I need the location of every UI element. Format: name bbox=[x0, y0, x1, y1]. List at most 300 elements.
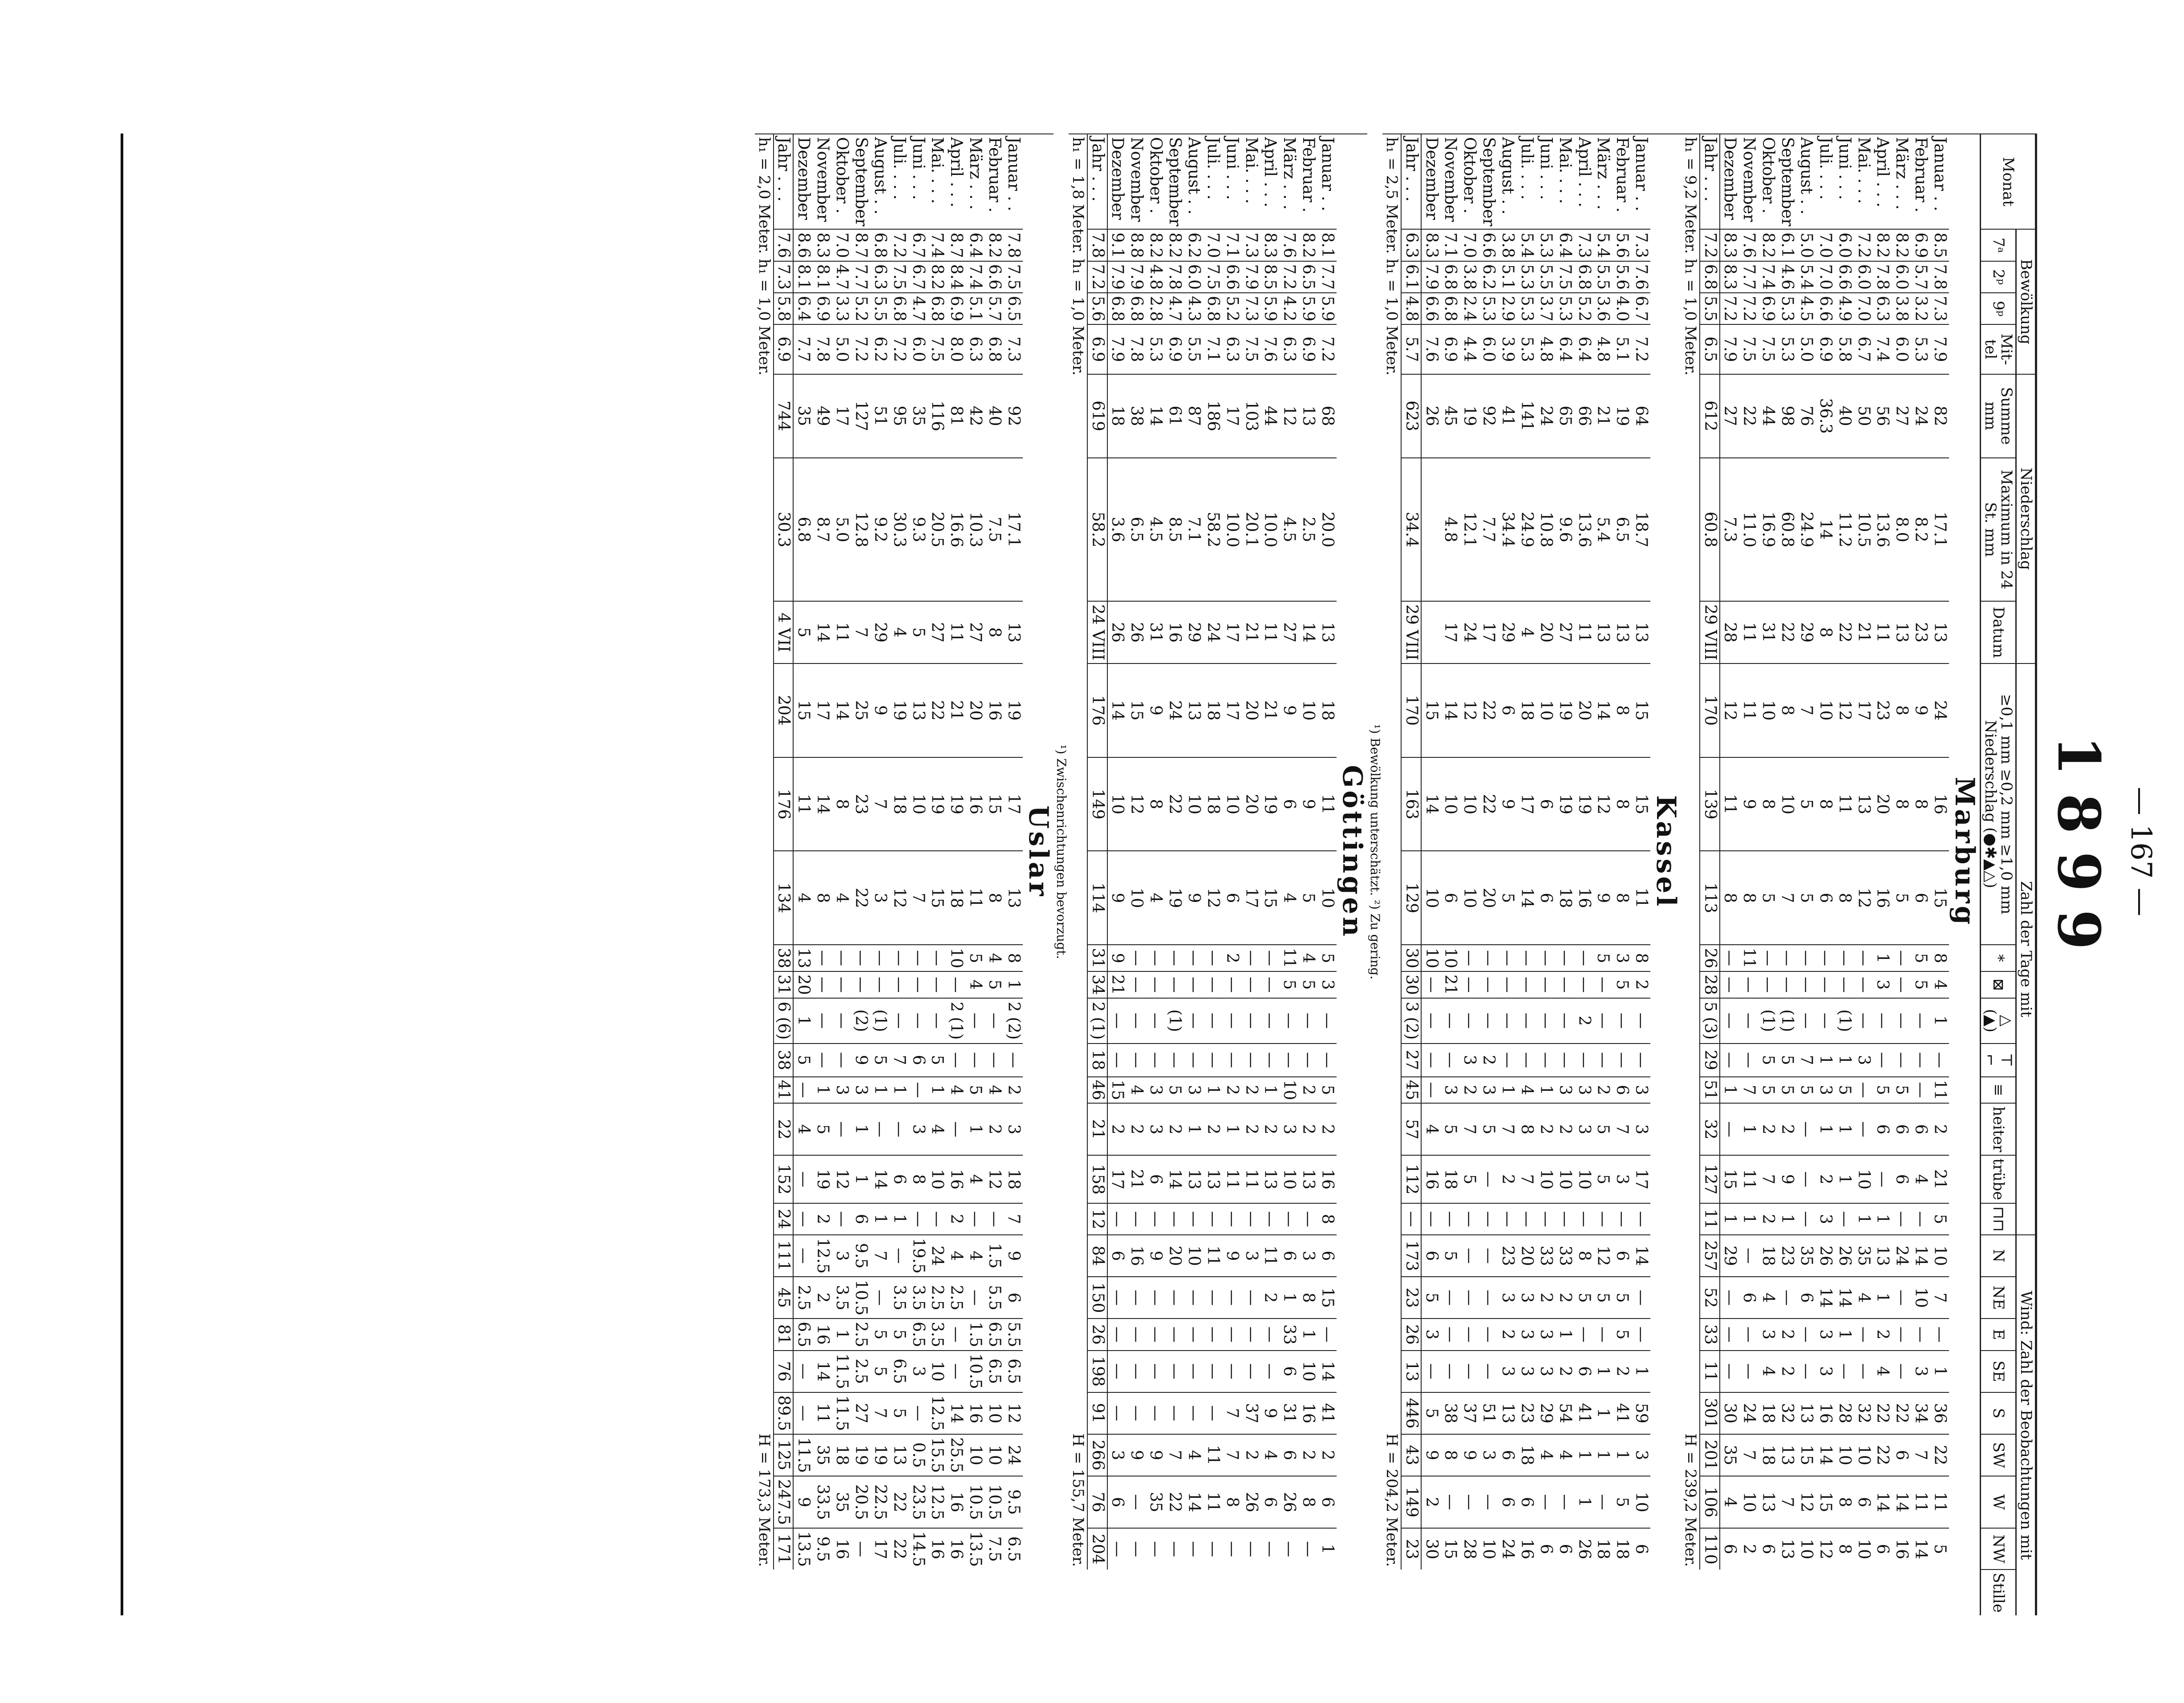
value-cell: 6 bbox=[1536, 851, 1555, 945]
height-left: h₁ = 2,5 Meter. h₁ = 1,0 Meter. bbox=[1382, 137, 1401, 376]
station-title-row bbox=[1949, 134, 1980, 1615]
value-cell: 21 bbox=[1126, 1155, 1146, 1203]
value-cell: 1 bbox=[1815, 1044, 1835, 1077]
value-cell: 8.5 bbox=[1930, 229, 1949, 261]
value-cell: 11 bbox=[1203, 1235, 1222, 1277]
value-cell: 5 bbox=[1930, 1528, 1949, 1570]
table-row bbox=[1517, 134, 1536, 1615]
value-cell: 7.5 bbox=[1004, 261, 1023, 293]
value-cell: 24 bbox=[1459, 601, 1479, 663]
value-cell: 31 bbox=[1279, 1392, 1298, 1434]
value-cell: 4 bbox=[1758, 1351, 1777, 1392]
value-cell: 7 bbox=[1222, 1392, 1241, 1434]
value-cell: 8.2 bbox=[1146, 229, 1165, 261]
value-cell: 33.5 bbox=[813, 1476, 832, 1528]
value-cell: 5 bbox=[793, 601, 813, 663]
value-cell: — bbox=[946, 1103, 965, 1155]
station-title-row bbox=[1650, 134, 1681, 1615]
value-cell: 6 bbox=[1536, 757, 1555, 851]
value-cell: — bbox=[1758, 971, 1777, 998]
value-cell: 7.3 bbox=[1004, 324, 1023, 374]
value-cell: 5.9 bbox=[1317, 293, 1337, 324]
value-cell: 16 bbox=[1815, 1392, 1835, 1434]
value-cell: — bbox=[1739, 1235, 1758, 1277]
value-cell: 10 bbox=[1459, 757, 1479, 851]
value-cell: 1 bbox=[1835, 1103, 1854, 1155]
value-cell: 1 bbox=[1593, 1351, 1613, 1392]
value-cell: 8.3 bbox=[1720, 229, 1739, 261]
value-cell: 11.5 bbox=[832, 1392, 851, 1434]
value-cell: — bbox=[1796, 998, 1815, 1044]
value-cell: — bbox=[1536, 1203, 1555, 1235]
value-cell: 7.5 bbox=[1241, 324, 1260, 374]
value-cell: — bbox=[1222, 1319, 1241, 1350]
value-cell: 14 bbox=[813, 757, 832, 851]
value-cell: 2 bbox=[1260, 1103, 1280, 1155]
value-cell: — bbox=[928, 971, 947, 998]
value-cell: 7.6 bbox=[1421, 324, 1441, 374]
value-cell: 8.2 bbox=[1911, 458, 1930, 601]
value-cell: 15 bbox=[1126, 663, 1146, 757]
value-cell: 1 bbox=[1574, 1476, 1593, 1528]
value-cell: 4 bbox=[928, 1103, 947, 1155]
value-cell: 113 bbox=[1700, 851, 1720, 945]
table-row bbox=[1087, 134, 1107, 1615]
value-cell: 13 bbox=[1298, 374, 1317, 458]
value-cell: 7.2 bbox=[1739, 293, 1758, 324]
value-cell: 12.1 bbox=[1459, 458, 1479, 601]
value-cell: 201 bbox=[1700, 1434, 1720, 1476]
value-cell: 6.8 bbox=[985, 324, 1004, 374]
value-cell: 16 bbox=[1930, 757, 1949, 851]
value-cell: 11 bbox=[1739, 945, 1758, 971]
value-cell: 10 bbox=[1441, 757, 1460, 851]
value-cell: 3.5 bbox=[832, 1277, 851, 1319]
value-cell: — bbox=[1835, 1203, 1854, 1235]
value-cell: 6 bbox=[1317, 1235, 1337, 1277]
subcol-wind-4: S bbox=[1980, 1392, 2016, 1434]
value-cell: 27 bbox=[1720, 374, 1739, 458]
value-cell: 6 bbox=[1498, 1476, 1517, 1528]
value-cell: 2 bbox=[1574, 998, 1593, 1044]
value-cell: 6.4 bbox=[1555, 229, 1574, 261]
value-cell: 3.8 bbox=[1498, 229, 1517, 261]
table-row bbox=[1004, 134, 1023, 1615]
station-title-row bbox=[1337, 134, 1367, 1615]
value-cell: — bbox=[1517, 945, 1536, 971]
value-cell: — bbox=[1498, 945, 1517, 971]
value-cell: 7.9 bbox=[1107, 261, 1127, 293]
value-cell: — bbox=[1203, 1351, 1222, 1392]
value-cell: 56 bbox=[1873, 374, 1892, 458]
value-cell: — bbox=[793, 1203, 813, 1235]
value-cell: — bbox=[1260, 1351, 1280, 1392]
value-cell: 5 bbox=[1796, 851, 1815, 945]
value-cell: 3 bbox=[1498, 1351, 1517, 1392]
value-cell: 13 bbox=[1498, 1392, 1517, 1434]
value-cell: 7 bbox=[1459, 1103, 1479, 1155]
value-cell: 4 bbox=[946, 1235, 965, 1277]
value-cell: 6.8 bbox=[870, 229, 889, 261]
month-cell: Juni . . . bbox=[1222, 134, 1241, 229]
value-cell: — bbox=[1574, 1203, 1593, 1235]
value-cell: 2 (2) bbox=[1004, 998, 1023, 1044]
value-cell: — bbox=[965, 1203, 985, 1235]
value-cell: 7.0 bbox=[1203, 229, 1222, 261]
value-cell: 3 bbox=[851, 1077, 870, 1104]
value-cell: — bbox=[1720, 971, 1739, 998]
value-cell: 14 bbox=[1317, 1351, 1337, 1392]
value-cell: — bbox=[1555, 945, 1574, 971]
value-cell: — bbox=[965, 1044, 985, 1077]
value-cell: 8.2 bbox=[928, 261, 947, 293]
value-cell: 3 bbox=[908, 1103, 928, 1155]
value-cell: 17.1 bbox=[1930, 458, 1949, 601]
value-cell: 12 bbox=[1459, 663, 1479, 757]
value-cell: 7.0 bbox=[1815, 229, 1835, 261]
table-row bbox=[908, 134, 928, 1615]
value-cell: 76 bbox=[1796, 374, 1815, 458]
value-cell: 1 bbox=[1835, 1319, 1854, 1350]
value-cell: 33 bbox=[1555, 1235, 1574, 1277]
value-cell: 3 bbox=[1631, 1103, 1650, 1155]
value-cell: 8.0 bbox=[1892, 458, 1911, 601]
value-cell: 7.3 bbox=[1930, 293, 1949, 324]
value-cell: 17 bbox=[870, 1528, 889, 1570]
value-cell: — bbox=[1165, 1277, 1184, 1319]
value-cell: — bbox=[1126, 1203, 1146, 1235]
value-cell: 14 bbox=[1593, 663, 1613, 757]
value-cell: 4 bbox=[1854, 1277, 1873, 1319]
value-cell: 5 bbox=[1892, 851, 1911, 945]
value-cell: 163 bbox=[1401, 757, 1421, 851]
value-cell: 24 bbox=[1739, 1392, 1758, 1434]
value-cell: 6.5 bbox=[1612, 458, 1631, 601]
value-cell: 9 bbox=[851, 1044, 870, 1077]
station-name: Uslar bbox=[1023, 134, 1054, 1570]
value-cell: 8 bbox=[1758, 757, 1777, 851]
value-cell: 6 bbox=[1279, 757, 1298, 851]
value-cell: 5 bbox=[1758, 1077, 1777, 1104]
value-cell: — bbox=[1796, 1155, 1815, 1203]
value-cell: 22 bbox=[889, 1528, 908, 1570]
value-cell: 5 bbox=[1612, 1277, 1631, 1319]
value-cell: — bbox=[1441, 1476, 1460, 1528]
value-cell: — bbox=[1720, 1044, 1739, 1077]
value-cell: 8 bbox=[1815, 757, 1835, 851]
value-cell: — bbox=[1631, 1044, 1650, 1077]
value-cell: — bbox=[1593, 1476, 1613, 1528]
value-cell: 4 bbox=[1911, 1155, 1930, 1203]
value-cell: — bbox=[1459, 1277, 1479, 1319]
value-cell: — bbox=[1260, 1044, 1280, 1077]
value-cell: — bbox=[1184, 1277, 1203, 1319]
value-cell: 8 bbox=[1892, 663, 1911, 757]
value-cell: 8 bbox=[1222, 1476, 1241, 1528]
value-cell: 11 bbox=[1203, 1434, 1222, 1476]
value-cell: 9 bbox=[1222, 1235, 1241, 1277]
value-cell: 19 bbox=[1574, 757, 1593, 851]
month-cell: November bbox=[1739, 134, 1758, 229]
value-cell: 11 bbox=[1873, 601, 1892, 663]
subcol-tage-1: ⊠ bbox=[1980, 971, 2016, 998]
value-cell: — bbox=[1222, 1351, 1241, 1392]
value-cell: 41 bbox=[1317, 1392, 1337, 1434]
value-cell: 10 bbox=[1536, 1155, 1555, 1203]
value-cell: 1 bbox=[1930, 1351, 1949, 1392]
value-cell: 27 bbox=[851, 1392, 870, 1434]
value-cell: — bbox=[1126, 1277, 1146, 1319]
value-cell: 14 bbox=[1631, 1235, 1650, 1277]
value-cell: — bbox=[1184, 945, 1203, 971]
value-cell: 7.7 bbox=[851, 261, 870, 293]
value-cell: 29 bbox=[1184, 601, 1203, 663]
value-cell: 6 bbox=[1815, 851, 1835, 945]
value-cell: 4 bbox=[1517, 601, 1536, 663]
value-cell: — bbox=[1459, 1235, 1479, 1277]
value-cell: 35 bbox=[813, 1434, 832, 1476]
month-cell: Juli. . . . bbox=[889, 134, 908, 229]
value-cell: 34.4 bbox=[1498, 458, 1517, 601]
value-cell: — bbox=[1165, 1203, 1184, 1235]
value-cell: 14 bbox=[1892, 1476, 1911, 1528]
value-cell: 50 bbox=[1854, 374, 1873, 458]
subcol-wind-8: Stille bbox=[1980, 1570, 2016, 1615]
value-cell: 11 bbox=[1260, 1235, 1280, 1277]
value-cell: 5 bbox=[1873, 1077, 1892, 1104]
value-cell: 3 bbox=[1536, 1319, 1555, 1350]
month-cell: Dezember bbox=[1720, 134, 1739, 229]
month-cell: Juni . . . bbox=[908, 134, 928, 229]
value-cell: 6.6 bbox=[1479, 229, 1498, 261]
value-cell: 18.7 bbox=[1631, 458, 1650, 601]
value-cell: 3 bbox=[1241, 1235, 1260, 1277]
value-cell: 7.8 bbox=[1087, 229, 1107, 261]
month-cell: Oktober . bbox=[1758, 134, 1777, 229]
month-cell: März . . . bbox=[1593, 134, 1613, 229]
value-cell: 1 bbox=[1004, 971, 1023, 998]
value-cell: — bbox=[832, 998, 851, 1044]
value-cell: 13 bbox=[1758, 1476, 1777, 1528]
value-cell: 10 bbox=[1555, 1155, 1574, 1203]
value-cell: 7.2 bbox=[1087, 261, 1107, 293]
value-cell: — bbox=[1184, 1203, 1203, 1235]
value-cell: 2 (1) bbox=[1087, 998, 1107, 1044]
value-cell: — bbox=[1555, 998, 1574, 1044]
month-cell: Dezember bbox=[793, 134, 813, 229]
value-cell: 13 bbox=[1260, 1155, 1280, 1203]
value-cell: — bbox=[889, 1235, 908, 1277]
month-cell: Juni . . . bbox=[1835, 134, 1854, 229]
value-cell: — bbox=[1479, 1155, 1498, 1203]
value-cell: 16 bbox=[1126, 1235, 1146, 1277]
value-cell: 7 bbox=[1222, 1434, 1241, 1476]
value-cell: 10 bbox=[1536, 663, 1555, 757]
value-cell: — bbox=[1298, 998, 1317, 1044]
value-cell: 11 bbox=[1930, 1476, 1949, 1528]
value-cell: — bbox=[1854, 1103, 1873, 1155]
value-cell: 5.3 bbox=[1517, 293, 1536, 324]
value-cell: 1 bbox=[1739, 1203, 1758, 1235]
value-cell: 13 bbox=[1004, 851, 1023, 945]
value-cell: 6 bbox=[1222, 851, 1241, 945]
value-cell: 5 bbox=[1593, 1277, 1613, 1319]
value-cell: 5 bbox=[908, 601, 928, 663]
col-niederschlag: Niederschlag bbox=[2016, 374, 2036, 664]
value-cell: 10.5 bbox=[851, 1277, 870, 1319]
value-cell: 26 bbox=[1107, 601, 1127, 663]
value-cell: 3 bbox=[1298, 1235, 1317, 1277]
value-cell: — bbox=[813, 971, 832, 998]
value-cell: 14 bbox=[1184, 1476, 1203, 1528]
value-cell: 7.3 bbox=[1241, 293, 1260, 324]
value-cell: 9.6 bbox=[1555, 458, 1574, 601]
value-cell: — bbox=[1930, 1044, 1949, 1077]
value-cell: 16 bbox=[1892, 1528, 1911, 1570]
month-cell: März . . . bbox=[1892, 134, 1911, 229]
value-cell: — bbox=[1279, 1203, 1298, 1235]
value-cell: — bbox=[1146, 998, 1165, 1044]
month-cell: November bbox=[813, 134, 832, 229]
value-cell: — bbox=[1593, 998, 1613, 1044]
value-cell: — bbox=[1298, 1203, 1317, 1235]
month-cell: Mai. . . . bbox=[1854, 134, 1873, 229]
value-cell: 2 bbox=[1498, 1155, 1517, 1203]
value-cell: — bbox=[832, 1103, 851, 1155]
value-cell: 10 bbox=[1796, 1528, 1815, 1570]
value-cell: 23 bbox=[1777, 1235, 1796, 1277]
value-cell: — bbox=[1796, 971, 1815, 998]
value-cell: 20 bbox=[1574, 663, 1593, 757]
value-cell: 1 bbox=[1720, 1077, 1739, 1104]
value-cell bbox=[1421, 601, 1441, 663]
value-cell: — bbox=[889, 1103, 908, 1155]
value-cell: 16 bbox=[946, 1155, 965, 1203]
month-cell: Februar . bbox=[1911, 134, 1930, 229]
value-cell: — bbox=[793, 1235, 813, 1277]
value-cell: 17 bbox=[1631, 1155, 1650, 1203]
value-cell: 14 bbox=[1441, 663, 1460, 757]
value-cell: 7 bbox=[1911, 1434, 1930, 1476]
table-row bbox=[1815, 134, 1835, 1615]
value-cell: 6.7 bbox=[908, 229, 928, 261]
value-cell: 13 bbox=[1892, 601, 1911, 663]
value-cell: 7.3 bbox=[1631, 229, 1650, 261]
month-cell: Juli. . . . bbox=[1815, 134, 1835, 229]
value-cell: 127 bbox=[1700, 1155, 1720, 1203]
value-cell: — bbox=[1146, 1044, 1165, 1077]
value-cell: — bbox=[1165, 1528, 1184, 1570]
value-cell: 14 bbox=[1815, 1277, 1835, 1319]
value-cell: 7.6 bbox=[1279, 229, 1298, 261]
value-cell: 11 bbox=[1739, 601, 1758, 663]
value-cell: 5 bbox=[1421, 1392, 1441, 1434]
subcol-tage-niederschlag: ≥0,1 mm ≥0,2 mm ≥1,0 mm Niederschlag (●✱▲△) bbox=[1980, 663, 2016, 945]
value-cell: 7.2 bbox=[1854, 229, 1873, 261]
value-cell: 12 bbox=[1593, 757, 1613, 851]
value-cell: 4 bbox=[1126, 1077, 1146, 1104]
value-cell: 8 bbox=[1612, 757, 1631, 851]
value-cell: — bbox=[1441, 1351, 1460, 1392]
value-cell: — bbox=[1796, 1351, 1815, 1392]
month-cell: April . . . bbox=[1873, 134, 1892, 229]
value-cell: 16 bbox=[946, 1476, 965, 1528]
value-cell: — bbox=[908, 998, 928, 1044]
value-cell: 10 bbox=[985, 1392, 1004, 1434]
value-cell: 13 bbox=[1203, 1155, 1222, 1203]
value-cell: 1 bbox=[793, 998, 813, 1044]
value-cell: 116 bbox=[928, 374, 947, 458]
value-cell: 9.5 bbox=[1004, 1476, 1023, 1528]
value-cell: — bbox=[1873, 1155, 1892, 1203]
value-cell: 15 bbox=[1107, 1077, 1127, 1104]
value-cell: 5 bbox=[1612, 1476, 1631, 1528]
value-cell: — bbox=[1241, 1044, 1260, 1077]
value-cell: 19 bbox=[1260, 757, 1280, 851]
month-cell: Jahr . . . bbox=[1087, 134, 1107, 229]
value-cell: — bbox=[908, 971, 928, 998]
value-cell: 6.1 bbox=[1401, 261, 1421, 293]
value-cell: 4 bbox=[985, 945, 1004, 971]
value-cell: 8 bbox=[1892, 757, 1911, 851]
value-cell: 7.6 bbox=[774, 229, 794, 261]
value-cell: 10.0 bbox=[1260, 458, 1280, 601]
value-cell: 2 bbox=[1222, 945, 1241, 971]
value-cell: 11 bbox=[1835, 757, 1854, 851]
value-cell: 16 bbox=[832, 1528, 851, 1570]
value-cell: 6.9 bbox=[1298, 324, 1317, 374]
table-row bbox=[1260, 134, 1280, 1615]
value-cell: 19 bbox=[813, 1155, 832, 1203]
value-cell: 10.8 bbox=[1536, 458, 1555, 601]
value-cell: 8.3 bbox=[1421, 229, 1441, 261]
value-cell: — bbox=[889, 971, 908, 998]
value-cell: — bbox=[1126, 1044, 1146, 1077]
value-cell: 5.5 bbox=[1593, 261, 1613, 293]
value-cell: 9 bbox=[1911, 663, 1930, 757]
value-cell: — bbox=[793, 1077, 813, 1104]
subcol-wind-6: W bbox=[1980, 1476, 2016, 1528]
value-cell: 19 bbox=[946, 757, 965, 851]
value-cell: 2 bbox=[1241, 1103, 1260, 1155]
value-cell: 2 bbox=[1317, 1103, 1337, 1155]
value-cell: 2 bbox=[1758, 1203, 1777, 1235]
value-cell: 13 bbox=[1317, 601, 1337, 663]
value-cell: — bbox=[1835, 971, 1854, 998]
table-row bbox=[1835, 134, 1854, 1615]
value-cell: 7.9 bbox=[1930, 324, 1949, 374]
table-row bbox=[793, 134, 813, 1615]
value-cell: — bbox=[1222, 1203, 1241, 1235]
value-cell: 7.5 bbox=[1203, 261, 1222, 293]
value-cell: 17 bbox=[1107, 1155, 1127, 1203]
value-cell: 16.9 bbox=[1758, 458, 1777, 601]
value-cell: 6.9 bbox=[774, 324, 794, 374]
value-cell: 17 bbox=[1854, 663, 1873, 757]
value-cell: 14 bbox=[1911, 1528, 1930, 1570]
station-heights bbox=[1681, 134, 1700, 1570]
value-cell: 14 bbox=[870, 1155, 889, 1203]
value-cell: 11 bbox=[1700, 1351, 1720, 1392]
value-cell: 24 bbox=[1911, 374, 1930, 458]
value-cell: 5.3 bbox=[1555, 293, 1574, 324]
value-cell: — bbox=[946, 1044, 965, 1077]
value-cell: 76 bbox=[1087, 1476, 1107, 1528]
value-cell: 6.7 bbox=[1854, 324, 1873, 374]
value-cell: — bbox=[1892, 1277, 1911, 1319]
value-cell: 8 bbox=[1835, 1528, 1854, 1570]
value-cell: 10.5 bbox=[965, 1476, 985, 1528]
